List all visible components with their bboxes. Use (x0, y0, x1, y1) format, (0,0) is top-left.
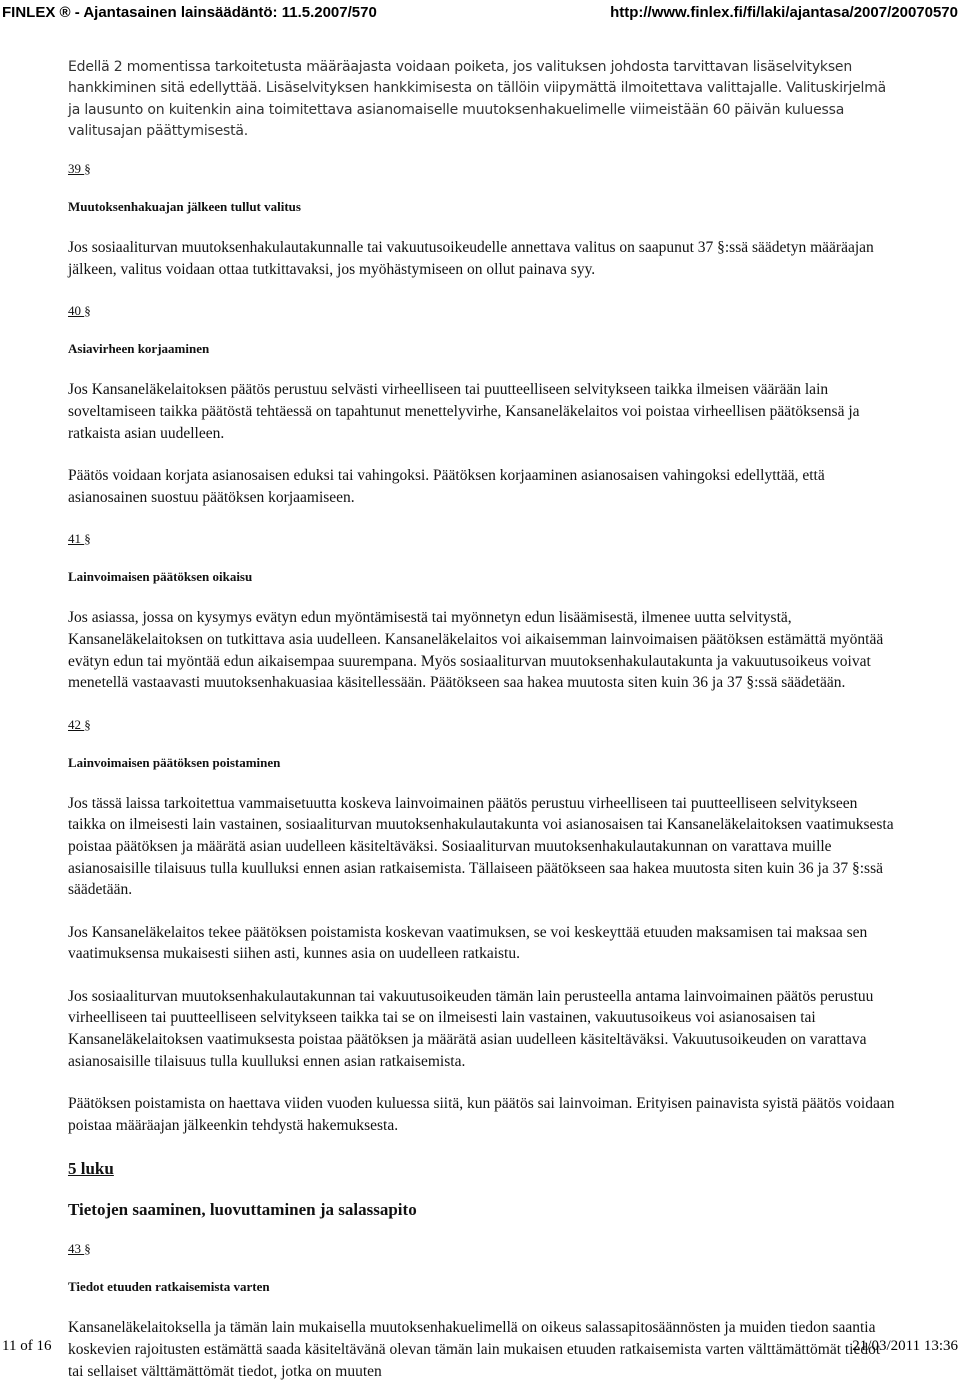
section-sign: § (84, 1241, 91, 1257)
document-body (68, 57, 898, 1382)
header-title: FINLEX ® - Ajantasainen lainsäädäntö: 11.5.2007/570 (2, 4, 377, 21)
section-title: Muutoksenhakuajan jälkeen tullut valitus (68, 199, 301, 215)
section-title: Lainvoimaisen päätöksen oikaisu (68, 569, 253, 585)
section-paragraph: Jos sosiaaliturvan muutoksenhakulautakunnalle tai vakuutusoikeudelle annettava valitus on saapunut 37 §:ssä säädetyn määräajan jälkeen, valitus voidaan ottaa tutkittavaksi, jos myöhästymiseen on ollut painava syy. (68, 239, 874, 278)
section-number-link[interactable]: 40 § (68, 303, 91, 319)
chapter-title: Tietojen saaminen, luovuttaminen ja salassapito (68, 1200, 417, 1220)
print-footer (2, 1335, 958, 1355)
section-number-link[interactable]: 39 § (68, 161, 91, 177)
section-43 (68, 1241, 898, 1382)
intro-paragraph: Edellä 2 momentissa tarkoitetusta määräajasta voidaan poiketa, jos valituksen johdosta tarvittavan lisäselvityksen hankkiminen sitä edellyttää. Lisäselvityksen hankkimisesta on tällöin viipymättä ilmoitettava valittajalle. Valituskirjelmä ja lausunto on kuitenkin aina toimitettava asianomaiselle muutoksenhakuelimelle viimeistään 60 päivän kuluessa valitusajan päättymisestä. (68, 59, 887, 139)
header-url: http://www.finlex.fi/fi/laki/ajantasa/2007/20070570 (610, 4, 958, 21)
section-paragraph: Jos sosiaaliturvan muutoksenhakulautakunnan tai vakuutusoikeuden tämän lain perusteella antama lainvoimainen päätös perustuu virheelliseen tai puutteelliseen selvitykseen taikka tai se on ilmeisesti lain vastainen, vakuutusoikeus voi asianosaisen tai Kansaneläkelaitoksen vaatimuksesta poistaa päätöksen ja määrätä asian uudelleen käsiteltäväksi. Vakuutusoikeuden on varattava asianosaisille tilaisuus tulla kuulluksi ennen asian ratkaisemista. (68, 987, 874, 1070)
section-paragraph: Päätöksen poistamista on haettava viiden vuoden kuluessa siitä, kun päätös sai lainvoiman. Erityisen painavista syistä päätös voidaan poistaa määräajan jälkeenkin tehdystä hakemuksesta. (68, 1095, 895, 1134)
section-42 (68, 717, 898, 1137)
section-paragraph: Jos Kansaneläkelaitoksen päätös perustuu selvästi virheelliseen tai puutteelliseen selvitykseen taikka ilmeisen väärään lain soveltamiseen taikka päätöstä tehtäessä on tapahtunut menettelyvirhe, Kansaneläkelaitos voi poistaa virheellisen päätöksensä ja ratkaista asian uudelleen. (68, 381, 860, 442)
section-paragraph: Päätös voidaan korjata asianosaisen eduksi tai vahingoksi. Päätöksen korjaaminen asianosaisen vahingoksi edellyttää, että asianosainen suostuu päätöksen korjaamiseen. (68, 467, 825, 506)
section-title: Tiedot etuuden ratkaisemista varten (68, 1279, 270, 1295)
chapter-number-link[interactable]: 5 luku (68, 1159, 114, 1179)
section-title: Lainvoimaisen päätöksen poistaminen (68, 754, 281, 770)
section-paragraph: Jos asiassa, jossa on kysymys evätyn edun myöntämisestä tai myönnetyn edun lisäämisestä, ilmenee uutta selvitystä, Kansaneläkelaitoksen on tutkittava asia uudelleen. Kansaneläkelaitos voi aikaisemman lainvoimaisen päätöksen estämättä myöntää evätyn edun tai myöntää edun aikaisempaa suurempana. Myös sosiaaliturvan muutoksenhakulautakunta ja vakuutusoikeus voivat menetellä vastaavasti muutoksenhakuasiaa käsitellessään. Päätökseen saa hakea muutosta siten kuin 36 ja 37 §:ssä säädetään. (68, 609, 884, 692)
print-timestamp: 21/03/2011 13:36 (852, 1338, 958, 1354)
section-sign: § (84, 716, 91, 732)
section-paragraph: Jos tässä laissa tarkoitettua vammaisetuutta koskeva lainvoimainen päätös perustuu virheelliseen tai puutteelliseen selvitykseen taikka on ilmeisesti lain vastainen, sosiaaliturvan muutoksenhakulautakunta voi asianosaisen tai Kansaneläkelaitoksen vaatimuksesta poistaa päätöksen ja määrätä asian uudelleen käsiteltäväksi. Sosiaaliturvan muutoksenhakulautakunnan on varattava muille asianosaisille tilaisuus tulla kuulluksi ennen asian ratkaisemista. Tällaiseen päätökseen saa hakea muutosta siten kuin 36 ja 37 §:ssä säädetään. (68, 794, 894, 899)
page-counter: 11 of 16 (2, 1338, 52, 1354)
chapter-5 (68, 1159, 898, 1220)
section-sign: § (84, 303, 91, 319)
section-paragraph: Kansaneläkelaitoksella ja tämän lain mukaisella muutoksenhakuelimellä on oikeus salassapitosäännösten ja muiden tiedon saantia koskevien rajoitusten estämättä saada käsiteltävänä olevan tämän lain mukaisen etuuden ratkaisemista varten välttämättömät tiedot tai sellaiset välttämättömät tiedot, jotka on muuten (68, 1319, 881, 1380)
section-paragraph: Jos Kansaneläkelaitos tekee päätöksen poistamista koskevan vaatimuksen, se voi keskeyttää etuuden maksamisen tai maksaa sen vaatimuksensa mukaisesti siihen asti, kunnes asia on uudelleen ratkaistu. (68, 923, 868, 963)
section-39 (68, 161, 898, 280)
print-header (2, 4, 958, 24)
section-sign: § (84, 531, 91, 547)
section-title: Asiavirheen korjaaminen (68, 341, 210, 357)
section-number-link[interactable]: 43 § (68, 1241, 91, 1257)
section-sign: § (84, 161, 91, 177)
section-number-link[interactable]: 41 § (68, 531, 91, 547)
section-41 (68, 531, 898, 693)
section-number-link[interactable]: 42 § (68, 716, 91, 732)
section-40 (68, 303, 898, 508)
